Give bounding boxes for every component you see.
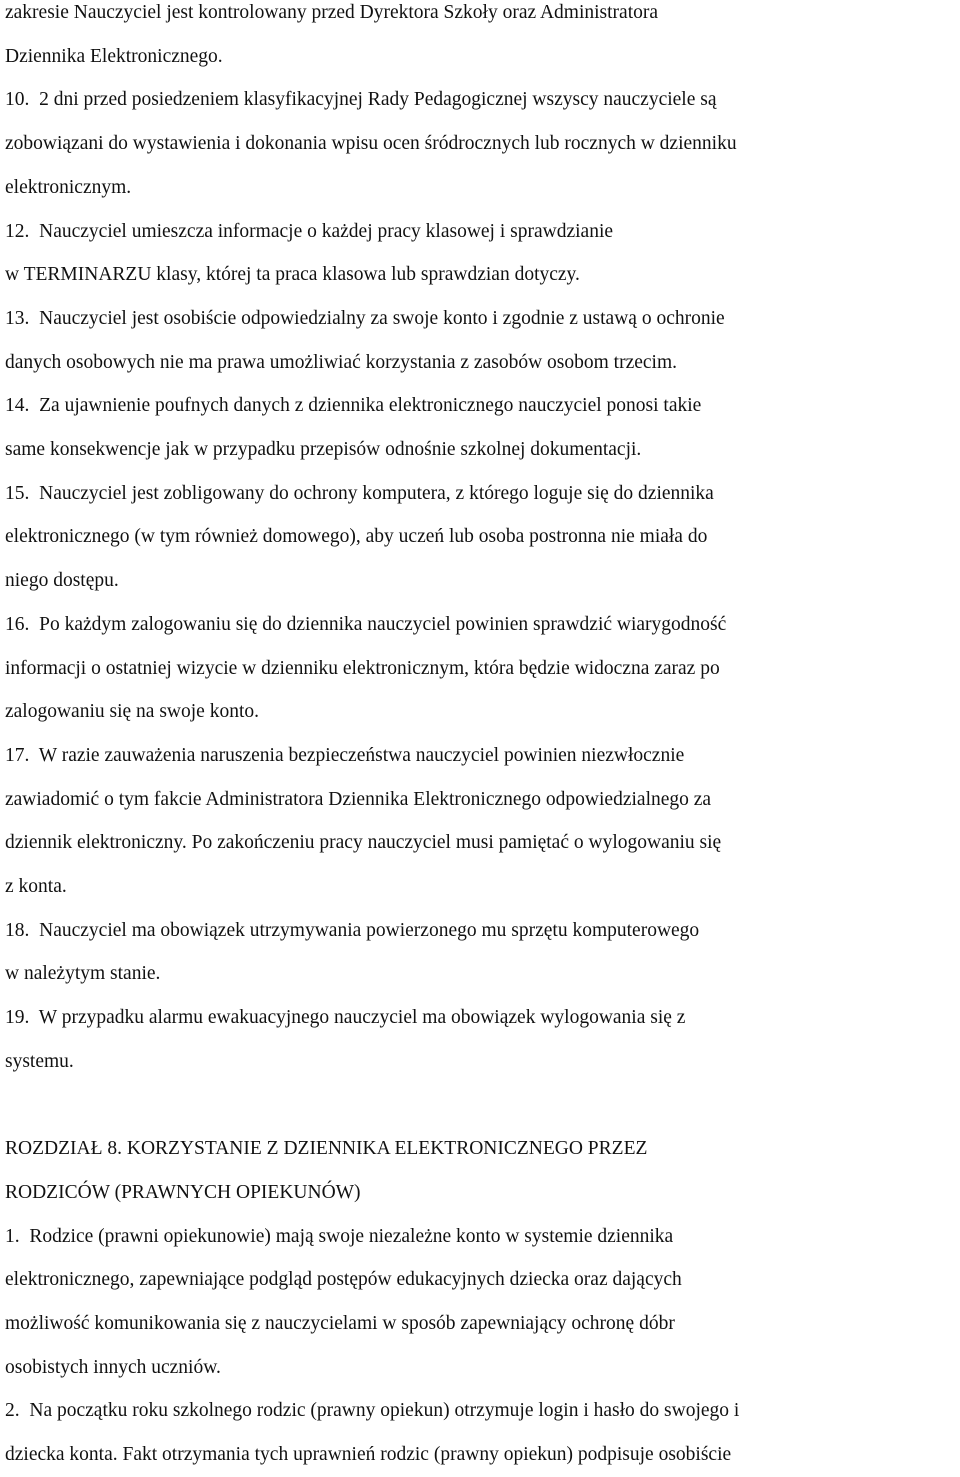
text-line: Dziennika Elektronicznego. [5, 45, 223, 67]
text-line: elektronicznym. [5, 176, 132, 198]
text-line: dziecka konta. Fakt otrzymania tych uprawnień rodzic (prawny opiekun) podpisuje osobiście [5, 1444, 732, 1466]
text-line: w należytym stanie. [5, 963, 161, 985]
text-line: 17. W razie zauważenia naruszenia bezpieczeństwa nauczyciel powinien niezwłocznie [5, 744, 685, 766]
text-line: możliwość komunikowania się z nauczycielami w sposób zapewniający ochronę dóbr [5, 1313, 675, 1335]
chapter-heading: RODZICÓW (PRAWNYCH OPIEKUNÓW) [5, 1181, 361, 1203]
text-line: 18. Nauczyciel ma obowiązek utrzymywania powierzonego mu sprzętu komputerowego [5, 919, 700, 941]
text-line: zobowiązani do wystawienia i dokonania wpisu ocen śródrocznych lub rocznych w dzienniku [5, 133, 737, 155]
text-line: 12. Nauczyciel umieszcza informacje o każdej pracy klasowej i sprawdzianie [5, 220, 614, 242]
text-line: 14. Za ujawnienie poufnych danych z dziennika elektronicznego nauczyciel ponosi takie [5, 395, 702, 417]
text-line: dziennik elektroniczny. Po zakończeniu pracy nauczyciel musi pamiętać o wylogowaniu się [5, 832, 722, 854]
text-line: 13. Nauczyciel jest osobiście odpowiedzialny za swoje konto i zgodnie z ustawą o ochronie [5, 307, 725, 329]
text-line: informacji o ostatniej wizycie w dzienniku elektronicznym, która będzie widoczna zaraz po [5, 657, 720, 679]
text-line: same konsekwencje jak w przypadku przepisów odnośnie szkolnej dokumentacji. [5, 439, 642, 461]
text-line: elektronicznego, zapewniające podgląd postępów edukacyjnych dziecka oraz dających [5, 1269, 682, 1291]
document-page [5, 0, 960, 1477]
text-line: osobistych innych uczniów. [5, 1356, 221, 1378]
text-line: zakresie Nauczyciel jest kontrolowany przed Dyrektora Szkoły oraz Administratora [5, 2, 659, 23]
text-line: 1. Rodzice (prawni opiekunowie) mają swoje niezależne konto w systemie dziennika [5, 1225, 674, 1247]
text-line: 19. W przypadku alarmu ewakuacyjnego nauczyciel ma obowiązek wylogowania się z [5, 1007, 686, 1029]
chapter-heading: ROZDZIAŁ 8. KORZYSTANIE Z DZIENNIKA ELEKTRONICZNEGO PRZEZ [5, 1138, 648, 1160]
text-line: 15. Nauczyciel jest zobligowany do ochrony komputera, z którego loguje się do dziennika [5, 482, 714, 504]
text-line: danych osobowych nie ma prawa umożliwiać korzystania z zasobów osobom trzecim. [5, 351, 677, 373]
text-line: w TERMINARZU klasy, której ta praca klasowa lub sprawdzian dotyczy. [5, 264, 580, 286]
text-line: 2. Na początku roku szkolnego rodzic (prawny opiekun) otrzymuje login i hasło do swojego i [5, 1400, 740, 1422]
text-line: zawiadomić o tym fakcie Administratora Dziennika Elektronicznego odpowiedzialnego za [5, 788, 712, 810]
text-line: zalogowaniu się na swoje konto. [5, 701, 259, 723]
text-line: 10. 2 dni przed posiedzeniem klasyfikacyjnej Rady Pedagogicznej wszyscy nauczyciele są [5, 89, 717, 111]
blank-line [5, 1084, 960, 1128]
text-line: systemu. [5, 1050, 74, 1072]
text-line: niego dostępu. [5, 570, 119, 592]
text-line: 16. Po każdym zalogowaniu się do dziennika nauczyciel powinien sprawdzić wiarygodność [5, 613, 727, 635]
text-line: z konta. [5, 876, 67, 898]
text-line: elektronicznego (w tym również domowego), aby uczeń lub osoba postronna nie miała do [5, 526, 708, 548]
